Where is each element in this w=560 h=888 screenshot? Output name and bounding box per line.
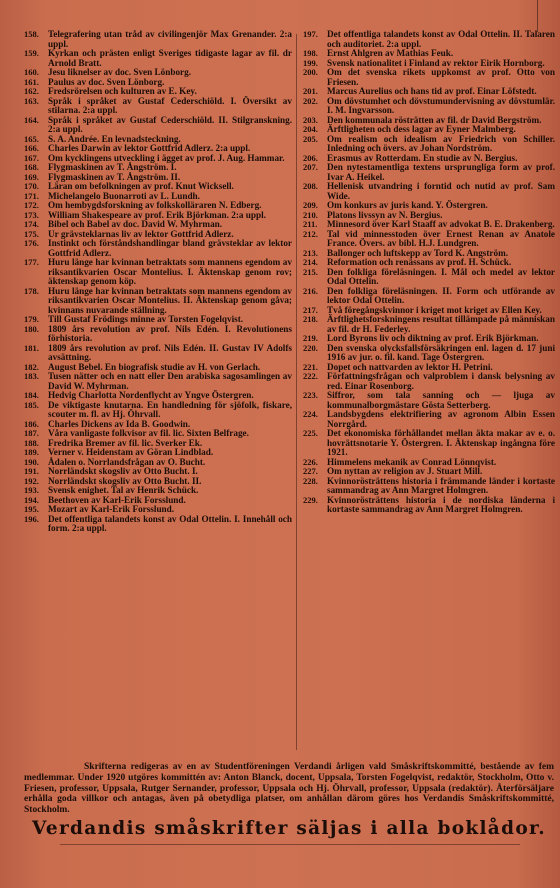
right-column [303,30,555,515]
item-number: 212. [303,228,318,239]
list-item [24,287,292,316]
list-item [303,68,555,87]
item-title: Om hembygdsforskning av folkskolläraren N. Edberg. [48,200,262,210]
item-title: Hedvig Charlotta Nordenflycht av Yngve Östergren. [48,390,254,400]
item-number: 203. [303,114,318,125]
item-title: Verner v. Heidenstam av Göran Lindblad. [48,447,214,457]
item-title: Läran om befolkningen av prof. Knut Wicksell. [48,181,234,191]
item-number: 211. [303,219,318,229]
item-number: 188. [24,437,39,448]
item-title: Ådalen o. Norrlandsfrågan av O. Bucht. [48,456,206,467]
item-title: Fredrika Bremer av fil. lic. Sverker Ek. [48,437,203,448]
item-title: Kyrkan och prästen enligt Sveriges tidigaste lagar av fil. dr Arnold Bratt. [48,48,292,68]
list-item [303,372,555,391]
list-item [303,477,555,496]
item-title: Hellenisk utvandring i forntid och nutid av prof. Sam Wide. [327,181,555,201]
item-number: 174. [24,219,39,229]
item-title: William Shakespeare av prof. Erik Björkman. 2:a uppl. [48,209,266,220]
item-title: Den nytestamentliga textens ursprungliga form av prof. Ivar A. Heikel. [327,162,555,182]
item-number: 176. [24,238,39,248]
item-number: 162. [24,86,39,96]
list-item [303,410,555,429]
item-number: 193. [24,485,39,495]
item-number: 223. [303,390,318,400]
item-title: Platons livssyn av N. Bergius. [327,209,443,220]
item-number: 165. [24,133,39,144]
list-item [24,515,292,534]
item-number: 163. [24,95,39,106]
item-number: 215. [303,266,318,277]
item-title: S. A. Andrée. En levnadsteckning. [48,133,181,144]
item-number: 220. [303,342,318,353]
item-number: 209. [303,200,318,210]
item-title: Charles Darwin av lektor Gottfrid Adlerz. 2:a uppl. [48,143,251,153]
item-title: Det ekonomiska förhållandet mellan äkta makar av e. o. hovrättsnotarie Y. Östergren. I. Äktenskap ingångna före 1921. [327,428,555,457]
item-title: Till Gustaf Frödings minne av Torsten Fogelqvist. [48,314,244,324]
page-edge-mark [523,0,538,32]
list-item [24,49,292,68]
list-item [303,429,555,458]
item-number: 179. [24,314,39,324]
item-number: 164. [24,114,39,125]
item-number: 208. [303,181,318,191]
item-number: 213. [303,247,318,258]
list-item [303,344,555,363]
item-number: 202. [303,95,318,106]
item-title: Den svenska olycksfallsförsäkringen enl. lagen d. 17 juni 1916 av jur. o. fil. kand. Tage Östergren. [327,342,555,362]
item-number: 205. [303,133,318,144]
item-title: Ballonger och luftskepp av Tord K. Angström. [327,247,509,258]
list-item [303,391,555,410]
item-title: Språk i språket av Gustaf Cederschiöld. I. Översikt av stilarna. 2:a uppl. [48,95,292,115]
item-title: Mozart av Karl-Erik Forsslund. [48,504,175,514]
item-title: Ur grävsteklarnas liv av lektor Gottfrid Adlerz. [48,228,234,239]
item-number: 228. [303,475,318,486]
bottom-rule [60,844,520,845]
left-column [24,30,292,534]
list-item [303,268,555,287]
list-item [303,182,555,201]
item-number: 169. [24,171,39,182]
item-title: Michelangelo Buonarroti av L. Lundh. [48,190,200,201]
item-number: 224. [303,409,318,419]
item-title: Det offentliga talandets konst av Odal Ottelin. II. Talaren och auditoriet. 2:a uppl. [327,29,555,49]
list-item [24,30,292,49]
item-number: 217. [303,304,318,315]
list-item [303,230,555,249]
item-title: Fredsrörelsen och kulturen av E. Key. [48,86,197,96]
list-item [303,496,555,515]
item-number: 172. [24,200,39,210]
list-item [24,401,292,420]
item-title: Ärftlighetsforskningens resultat tillämpade på människan av fil. dr H. Federley. [327,314,555,334]
item-title: Himmelens mekanik av Conrad Lönnqvist. [327,456,497,467]
item-title: Kvinnorösträttens historia i de nordiska länderna i kortaste sammandrag av Ann Margret Holmgren. [327,494,555,514]
item-title: Den kommunala rösträtten av fil. dr David Bergström. [327,114,542,125]
list-item [24,372,292,391]
item-number: 180. [24,323,39,334]
item-title: Lord Byrons liv och diktning av prof. Erik Björkman. [327,333,539,343]
slogan: Verdandis småskrifter säljas i alla boklådor. [31,818,547,839]
item-number: 227. [303,466,318,476]
item-title: Marcus Aurelius och hans tid av prof. Einar Löfstedt. [327,86,537,96]
item-title: Våra vanligaste folkvisor av fil. lic. Sixten Belfrage. [48,428,249,438]
item-title: Den folkliga föreläsningen. II. Form och utförande av lektor Odal Ottelin. [327,285,555,305]
column-divider [296,34,297,750]
item-title: Flygmaskinen av T. Ångström. I. [48,162,177,172]
item-title: Instinkt och förståndshandlingar bland grävsteklar av lektor Gottfrid Adlerz. [48,238,292,258]
item-title: Kvinnorösträttens historia i främmande länder i kortaste sammandrag av Ann Margret Holmgren. [327,475,555,495]
item-title: Den folkliga föreläsningen. I. Mål och medel av lektor Odal Ottelin. [327,266,555,286]
item-title: Siffror, som tala sanning och — ljuga av kommunalborgmästare Gösta Setterberg. [327,390,555,410]
footer-note: Skrifterna redigeras av en av Studentföreningen Verdandi årligen vald Småskriftskommitté, bestående av fem medlemmar. Under 1920 utgöres kommittén av: Anton Blanck, docent, Uppsala, Torsten Fogelqvist, redaktör, Stockholm, Otto v. Friesen, professor, Uppsala, Rutger Sernander, professor, Uppsala och Hj. Öhrvall, professor, Uppsala (redaktör). Återförsäljare erhålla goda villkor och antagas, även på obetydliga platser, om anhållan därom göres hos Verdandis Småskriftskommitté, Stockholm. [24,762,554,816]
item-title: Ärftligheten och dess lagar av Eyner Malmberg. [327,124,516,134]
item-title: 1809 års revolution av prof. Nils Edén. I. Revolutionens förhistoria. [48,323,292,343]
item-number: 184. [24,390,39,400]
item-number: 160. [24,67,39,77]
item-number: 226. [303,456,318,467]
item-title: Om realism och idealism av Friedrich von Schiller. Inledning och övers. av Johan Nordström. [327,133,555,153]
item-number: 175. [24,228,39,239]
item-number: 170. [24,181,39,191]
item-title: Två föregångskvinnor i kriget mot kriget av Ellen Key. [327,304,542,315]
item-title: Om konkurs av juris kand. Y. Östergren. [327,200,488,210]
item-number: 167. [24,152,39,163]
item-number: 168. [24,162,39,172]
list-item [24,258,292,287]
item-number: 186. [24,418,39,429]
item-number: 207. [303,162,318,172]
list-item [303,287,555,306]
item-number: 185. [24,399,39,410]
item-number: 229. [303,494,318,505]
item-number: 218. [303,314,318,324]
list-item [303,315,555,334]
item-title: Om dövstumhet och dövstumundervisning av dövstumlär. I. M. Ingvarsson. [327,95,555,115]
item-title: Svensk nationalitet i Finland av rektor Eirik Hornborg. [327,57,545,68]
item-number: 216. [303,285,318,296]
item-number: 194. [24,494,39,505]
item-title: Norrländskt skogsliv av Otto Bucht. I. [48,466,198,476]
item-number: 200. [303,67,318,77]
item-title: De viktigaste knutarna. En handledning för sjöfolk, fiskare, scouter m. fl. av Hj. Öhrvall. [48,399,292,419]
list-item [303,30,555,49]
item-title: Svensk enighet. Tal av Henrik Schück. [48,485,199,495]
item-title: Språk i språket av Gustaf Cederschiöld. II. Stilgranskning. 2:a uppl. [48,114,292,134]
list-item [24,97,292,116]
item-number: 210. [303,209,318,220]
item-title: Erasmus av Rotterdam. En studie av N. Bergius. [327,152,518,163]
item-number: 225. [303,428,318,438]
item-title: Bibel och Babel av doc. David W. Myhrman. [48,219,223,229]
item-title: Dopet och nattvarden av lektor H. Petrini. [327,361,493,372]
item-number: 161. [24,76,39,87]
item-number: 222. [303,371,318,381]
item-number: 187. [24,428,39,438]
item-number: 206. [303,152,318,163]
item-number: 221. [303,361,318,372]
item-title: Det offentliga talandets konst av Odal Ottelin. I. Innehåll och form. 2:a uppl. [48,513,292,533]
item-number: 192. [24,475,39,486]
item-number: 173. [24,209,39,220]
item-number: 159. [24,48,39,58]
item-title: Om kycklingens utveckling i ägget av prof. J. Aug. Hammar. [48,152,285,163]
list-item [303,163,555,182]
item-title: Huru länge har kvinnan betraktats som mannens egendom av riksantikvarien Oscar Montelius. I. Äktenskap genom rov; äktenskap genom köp. [48,257,292,286]
list-item [24,116,292,135]
item-title: Tusen nätter och en natt eller Den arabiska sagosamlingen av David W. Myhrman. [48,371,292,391]
item-number: 177. [24,257,39,267]
item-title: Om nyttan av religion av J. Stuart Mill. [327,466,483,476]
item-title: Paulus av doc. Sven Lönborg. [48,76,165,87]
list-item [303,97,555,116]
list-item [24,344,292,363]
item-title: Flygmaskinen av T. Ångström. II. [48,171,181,182]
item-number: 183. [24,371,39,381]
item-title: Minnesord över Karl Staaff av advokat B. E. Drakenberg. [327,219,555,229]
item-number: 181. [24,342,39,353]
item-number: 214. [303,257,318,267]
item-title: Beethoven av Karl-Erik Forsslund. [48,494,186,505]
item-title: Telegrafering utan tråd av civilingenjör Max Grenander. 2:a uppl. [48,29,292,49]
item-number: 204. [303,124,318,134]
list-item [303,135,555,154]
item-title: 1809 års revolution av prof. Nils Edén. II. Gustav IV Adolfs avsättning. [48,342,292,362]
item-number: 158. [24,29,39,39]
item-title: August Bebel. En biografisk studie av H. von Gerlach. [48,361,261,372]
item-number: 201. [303,86,318,96]
item-number: 190. [24,456,39,467]
item-title: Tal vid minnesstoden över Ernest Renan av Anatole France. Övers. av bibl. H.J. Lundgren. [327,228,555,248]
item-number: 199. [303,57,318,68]
item-number: 195. [24,504,39,514]
item-number: 219. [303,333,318,343]
item-number: 198. [303,48,318,58]
item-number: 191. [24,466,39,476]
item-number: 182. [24,361,39,372]
item-number: 171. [24,190,39,201]
item-title: Landsbygdens elektrifiering av agronom Albin Essen Norrgård. [327,409,555,429]
item-title: Huru länge har kvinnan betraktats som mannens egendom av riksantikvarien Oscar Montelius. II. Äktenskap genom gåva; kvinnans nuvarande ställning. [48,285,292,315]
item-number: 166. [24,143,39,153]
item-title: Författningsfrågan och valproblem i dansk belysning av red. Einar Rosenborg. [327,371,555,391]
item-number: 178. [24,285,39,296]
item-title: Ernst Ahlgren av Mathias Feuk. [327,48,454,58]
item-number: 196. [24,513,39,524]
item-title: Om det svenska rikets uppkomst av prof. Otto von Friesen. [327,67,555,87]
item-title: Jesu liknelser av doc. Sven Lönborg. [48,67,192,77]
item-title: Charles Dickens av Ida B. Goodwin. [48,418,191,429]
item-title: Norrländskt skogsliv av Otto Bucht. II. [48,475,202,486]
list-item [24,325,292,344]
list-item [24,239,292,258]
item-number: 197. [303,29,318,39]
item-number: 189. [24,447,39,457]
item-title: Reformation och renässans av prof. H. Schück. [327,257,512,267]
